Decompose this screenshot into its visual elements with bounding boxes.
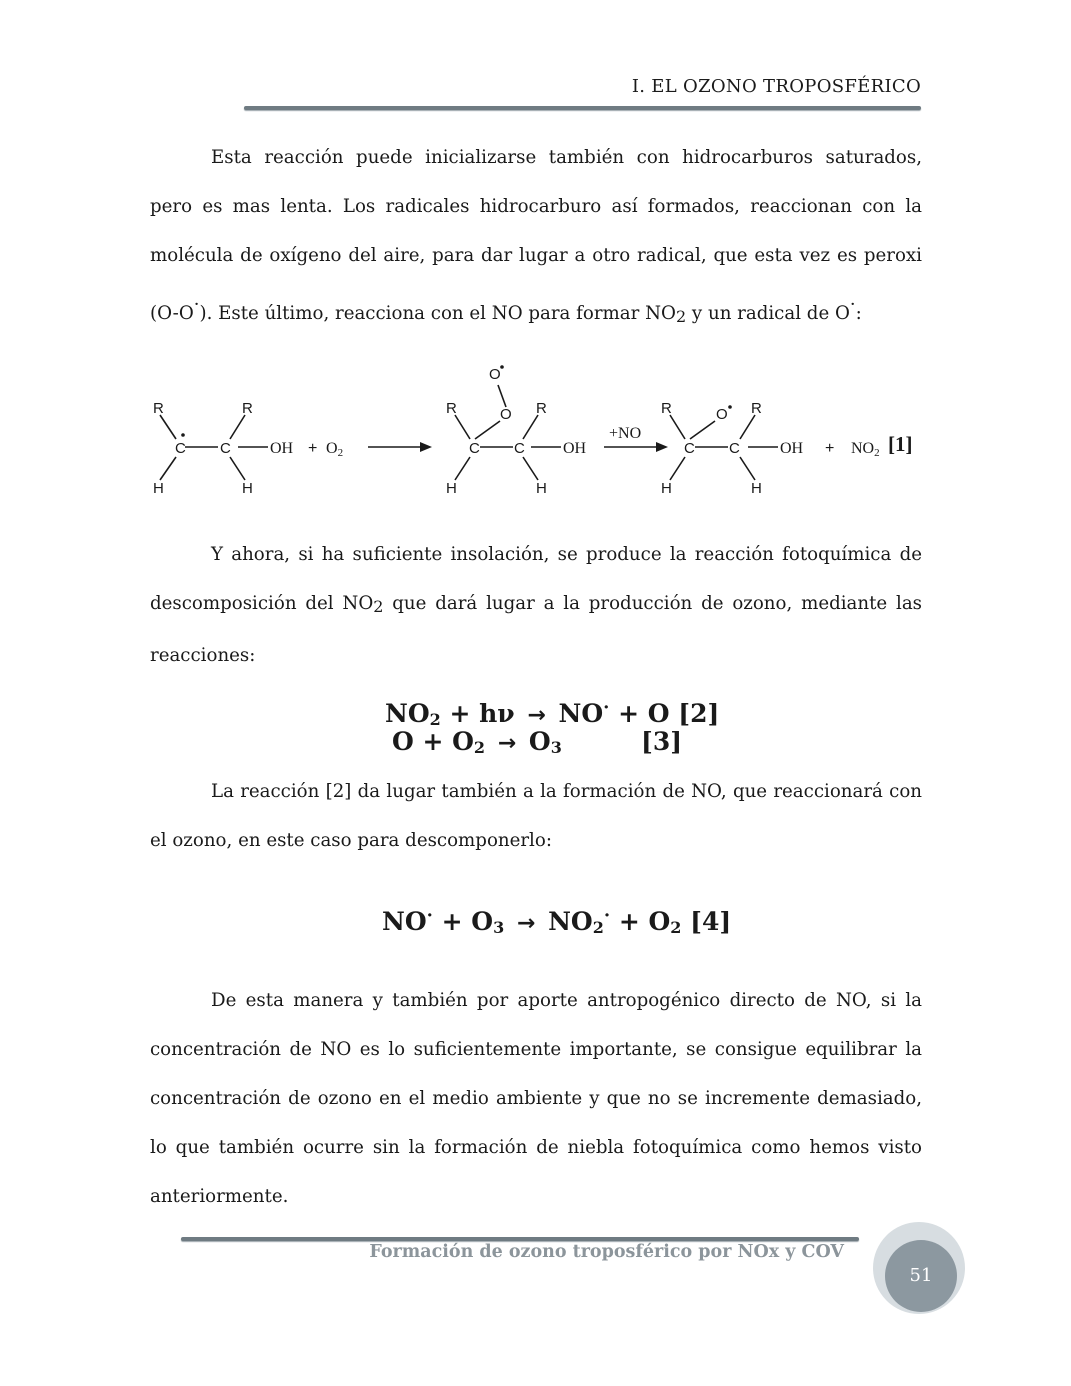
paragraph-1-text-a: Esta reacción puede inicializarse también con hidrocarburos saturados, pero es mas lenta. Los radicales hidrocarburo así formados, reaccionan con la molécula de oxígeno del aire, para dar lugar a otro radical, que esta vez es peroxi (O-O (150, 147, 922, 324)
radical-dot: · (193, 294, 200, 315)
eq3-sub2: 3 (550, 738, 562, 757)
scheme-r-label: R (446, 400, 457, 417)
eq3-o: O + O (392, 727, 474, 756)
footer-rule (181, 1237, 859, 1241)
scheme-h-label: H (242, 480, 253, 497)
scheme-no2-main: NO (851, 440, 875, 457)
scheme-h-label: H (153, 480, 164, 497)
paragraph-4: De esta manera y también por aporte antropogénico directo de NO, si la concentración de NO es lo suficientemente importante, se consigue equilibrar la concentración de ozono en el medio ambiente y que no se incremente demasiado, lo que también ocurre sin la formación de niebla fotoquímica como hemos visto anteriormente. (150, 990, 922, 1207)
eq4-sub1: 3 (493, 918, 505, 937)
scheme-c-label: C (175, 440, 186, 457)
eq2-tag: [2] (678, 699, 720, 728)
paragraph-3: La reacción [2] da lugar también a la formación de NO, que reaccionará con el ozono, en este caso para descomponerlo: (150, 781, 922, 851)
scheme-h-label: H (446, 480, 457, 497)
paragraph-1 (150, 133, 922, 341)
header-rule (244, 106, 921, 110)
scheme-o2-sub: 2 (337, 447, 344, 459)
scheme-o-label: O (500, 406, 512, 423)
scheme-equation-tag: [1] (888, 432, 913, 456)
scheme-oh-label: OH (270, 440, 294, 457)
eq2-sub: 2 (429, 710, 441, 729)
eq3-tag: [3] (641, 727, 683, 756)
scheme-r-label: R (242, 400, 253, 417)
scheme-no2-sub: 2 (874, 447, 880, 459)
eq4-no2: NO (539, 907, 593, 936)
paragraph-1-text-c: y un radical de O (686, 303, 850, 324)
scheme-r-label: R (153, 400, 164, 417)
footer-title: Formación de ozono troposférico por NOx y COV (369, 1242, 844, 1262)
eq4-plus-o2: + O (610, 907, 671, 936)
paragraph-2 (150, 530, 922, 680)
radical-dot: · (603, 905, 611, 926)
eq3-sub1: 2 (473, 738, 486, 757)
subscript: 2 (675, 307, 687, 326)
equation-4 (382, 900, 731, 944)
eq2-no: NO (385, 699, 430, 728)
scheme-plus: + (825, 440, 835, 457)
eq2-rest2: + O (609, 699, 679, 728)
scheme-plus: + (308, 440, 318, 457)
scheme-o2-main: O (326, 440, 338, 457)
reaction-arrow-icon: → (527, 703, 546, 728)
radical-dot: · (849, 294, 856, 315)
paragraph-1-text-b: ). Este último, reacciona con el NO para formar NO (199, 303, 676, 324)
reaction-arrow-icon: → (497, 731, 517, 756)
eq4-no: NO (382, 907, 427, 936)
eq4-tag: [4] (681, 907, 732, 936)
eq4-sub3: 2 (670, 918, 682, 937)
paragraph-1-text-d: : (855, 303, 862, 324)
scheme-r-label: R (661, 400, 672, 417)
eq2-no-radical: NO (549, 699, 604, 728)
page-number: 51 (885, 1240, 957, 1312)
scheme-o-label: O (716, 406, 728, 423)
scheme-r-label: R (536, 400, 547, 417)
equation-3 (392, 726, 562, 764)
scheme-c-label: C (220, 440, 231, 457)
scheme-r-label: R (751, 400, 762, 417)
scheme-oh-label: OH (563, 440, 587, 457)
scheme-no2-label (851, 440, 880, 459)
subscript: 2 (373, 597, 384, 616)
eq4-plus-o: + O (432, 907, 494, 936)
scheme-o2-label (326, 440, 343, 459)
scheme-c-label: C (684, 440, 695, 457)
reaction-scheme-1 (148, 355, 928, 505)
scheme-c-label: C (514, 440, 525, 457)
paragraph-2-text-b: que dará lugar a la producción de ozono, mediante las reacciones: (150, 593, 923, 666)
radical-dot: · (603, 697, 610, 718)
eq4-sub2: 2 (592, 918, 604, 937)
scheme-c-label: C (729, 440, 740, 457)
scheme-h-label: H (661, 480, 672, 497)
scheme-h-label: H (751, 480, 762, 497)
eq2-rest1: + hν (440, 699, 524, 728)
scheme-c-label: C (469, 440, 480, 457)
running-head-title: I. EL OZONO TROPOSFÉRICO (631, 76, 921, 97)
scheme-h-label: H (536, 480, 547, 497)
reaction-arrow-icon: → (516, 911, 536, 936)
scheme-o-label: O (489, 366, 501, 383)
eq3-o3: O (520, 727, 551, 756)
scheme-oh-label: OH (780, 440, 804, 457)
radical-dot: · (426, 905, 433, 926)
scheme-reagent-label: +NO (609, 425, 642, 442)
paragraph-2-text-a: Y ahora, si ha suficiente insolación, se produce la reacción fotoquímica de descomposición del NO (150, 544, 922, 614)
